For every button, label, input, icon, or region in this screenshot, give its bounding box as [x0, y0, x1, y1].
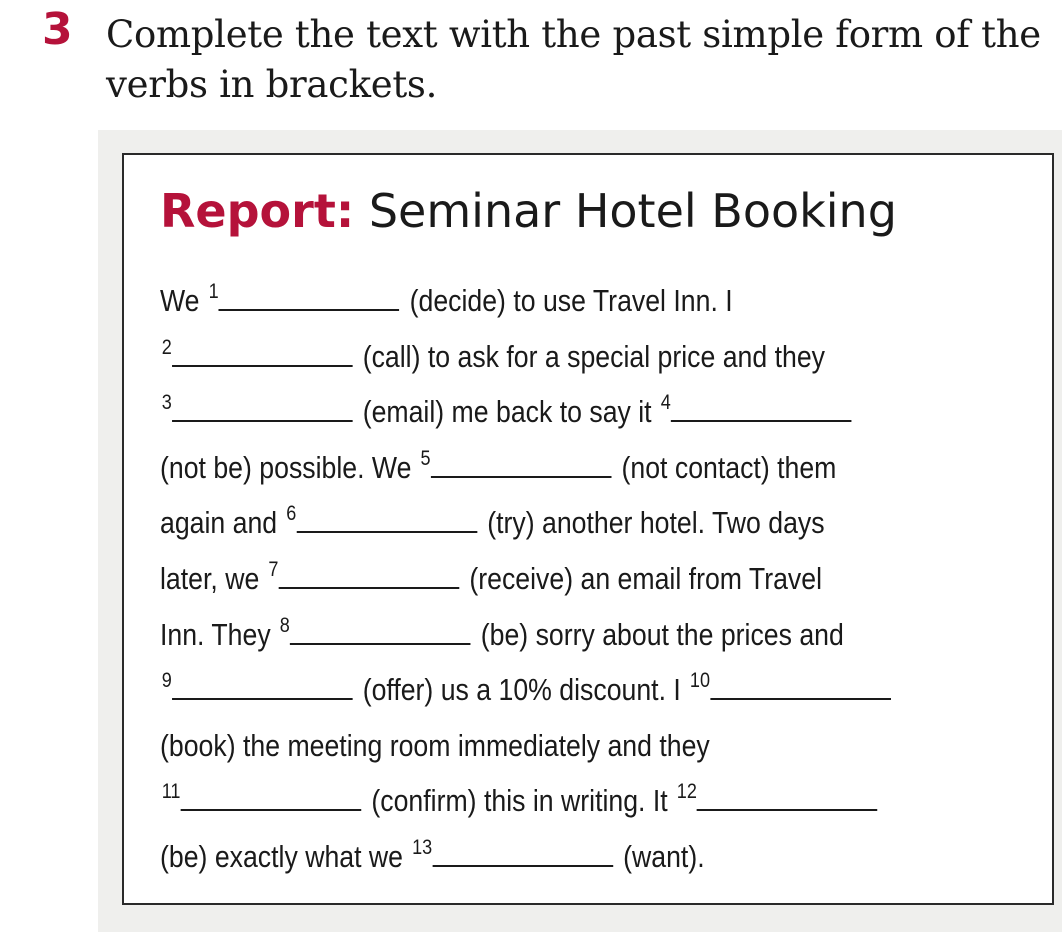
text-segment: (book) the meeting room immediately and they: [160, 727, 710, 763]
gap-number: 8: [279, 613, 290, 637]
text-segment: (decide) to use Travel Inn. I: [409, 283, 733, 318]
report-heading: [160, 179, 897, 243]
answer-blank[interactable]: [219, 285, 400, 311]
answer-blank[interactable]: [671, 396, 852, 422]
gap-number: 6: [286, 502, 297, 526]
gap-number: 2: [161, 335, 172, 359]
exercise-number: 3: [42, 4, 73, 55]
text-segment: again and: [160, 505, 285, 541]
gap-number: 9: [161, 669, 172, 693]
text-segment: (email) me back to say it: [362, 394, 660, 430]
instruction-line-2: verbs in brackets.: [106, 63, 438, 106]
text-segment: (call) to ask for a special price and they: [362, 338, 826, 374]
gap-number: 10: [689, 669, 711, 693]
answer-blank[interactable]: [172, 396, 353, 422]
text-line: [160, 329, 934, 385]
text-line: [160, 718, 934, 774]
gap-number: 12: [676, 780, 697, 804]
text-line: [160, 662, 934, 718]
text-segment: We: [160, 283, 207, 318]
text-segment: (try) another hotel. Two days: [487, 505, 825, 541]
text-line: [160, 384, 934, 440]
text-line: [160, 773, 934, 829]
answer-blank[interactable]: [697, 785, 878, 811]
text-segment: (be) exactly what we: [160, 838, 411, 874]
text-segment: Inn. They: [160, 616, 279, 652]
text-segment: (confirm) this in writing. It: [371, 783, 676, 819]
answer-blank[interactable]: [290, 619, 471, 645]
gap-number: 7: [268, 557, 279, 581]
report-box: [122, 153, 1054, 905]
text-segment: (not be) possible. We: [160, 449, 419, 485]
report-label: Report:: [160, 184, 355, 238]
text-line: [160, 829, 934, 885]
answer-blank[interactable]: [180, 785, 361, 811]
gap-number: 3: [161, 391, 172, 415]
instruction-line-1: Complete the text with the past simple form of the: [106, 13, 1041, 56]
text-line: [160, 440, 934, 496]
text-segment: later, we: [160, 560, 267, 596]
text-line: [160, 551, 934, 607]
text-segment: (not contact) them: [621, 449, 837, 485]
answer-blank[interactable]: [172, 674, 353, 700]
answer-blank[interactable]: [172, 341, 353, 367]
gap-number: 13: [412, 835, 433, 859]
report-title: Seminar Hotel Booking: [354, 184, 897, 238]
text-line: [160, 495, 934, 551]
report-text: [160, 273, 934, 885]
text-line: [160, 273, 934, 329]
text-segment: (want).: [623, 838, 705, 874]
answer-blank[interactable]: [278, 563, 459, 589]
answer-blank[interactable]: [296, 507, 477, 533]
text-line: [160, 607, 934, 663]
text-segment: (offer) us a 10% discount. I: [362, 672, 689, 708]
text-segment: (be) sorry about the prices and: [480, 616, 844, 652]
answer-blank[interactable]: [431, 452, 612, 478]
gap-number: 11: [161, 780, 181, 804]
gap-number: 5: [420, 446, 431, 470]
answer-blank[interactable]: [710, 674, 891, 700]
exercise-instruction: [106, 10, 1056, 110]
gap-number: 4: [660, 391, 671, 415]
answer-blank[interactable]: [432, 841, 613, 867]
text-segment: (receive) an email from Travel: [469, 560, 822, 596]
gap-number: 1: [208, 280, 219, 303]
